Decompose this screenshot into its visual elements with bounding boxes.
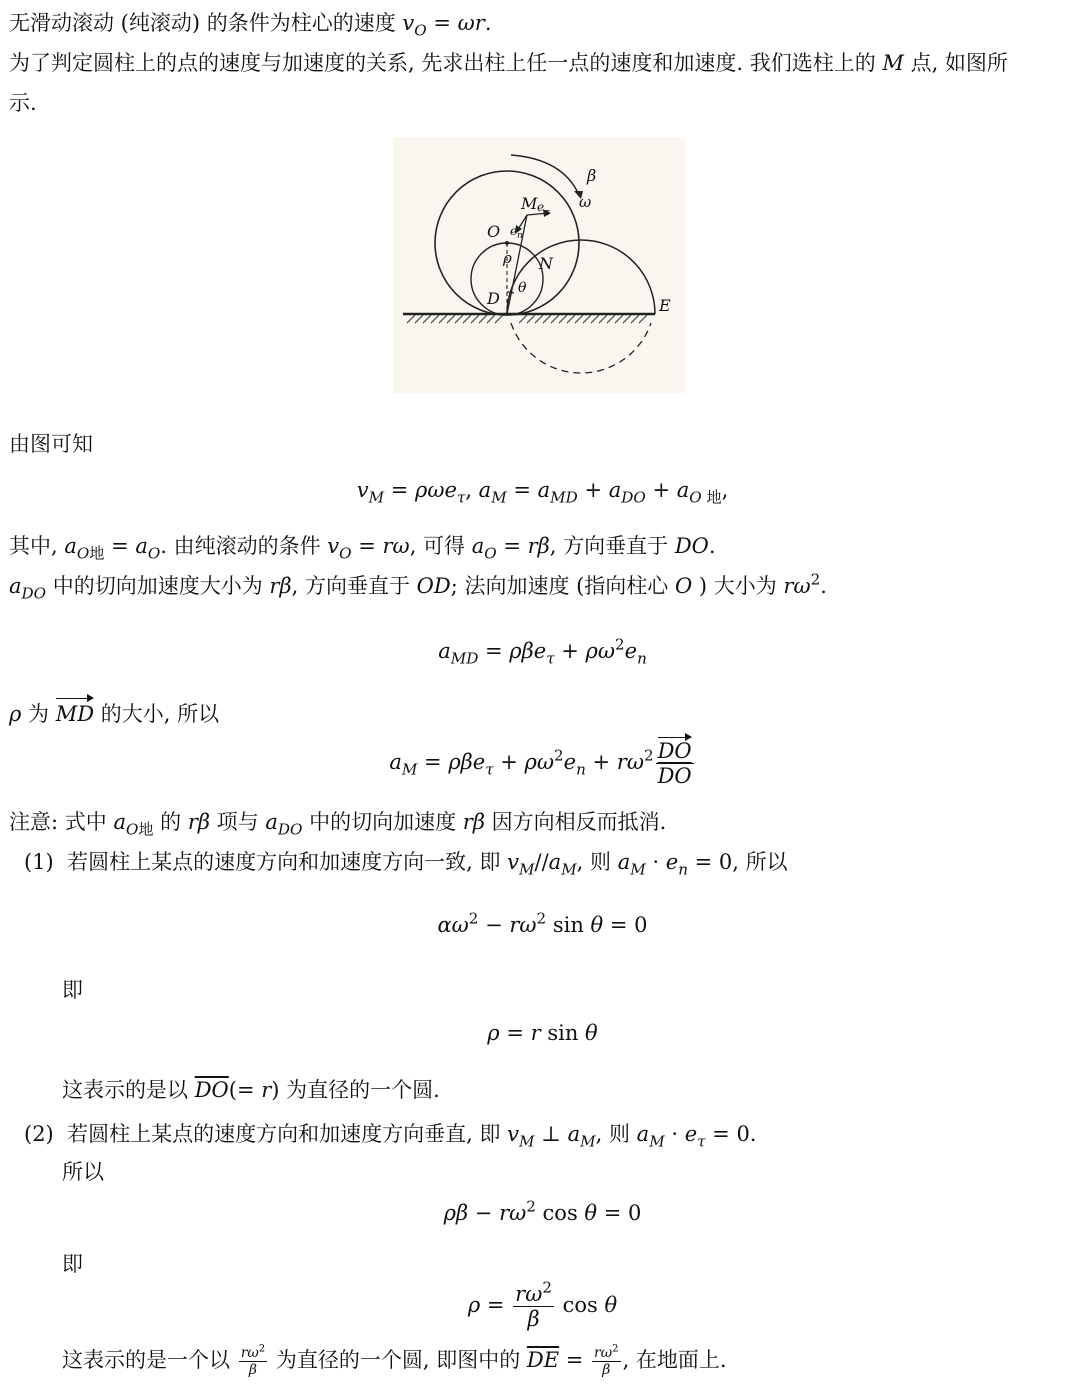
ji-1: 即: [62, 978, 83, 1002]
text-line-6: $a_{DO}$ 中的切向加速度大小为 rβ, 方向垂直于 OD; 法向加速度 (指向柱心 O ) 大小为 $r\omega^2$.: [9, 570, 827, 603]
text-line-7: ρ 为 MD 的大小, 所以: [9, 702, 220, 726]
m-label: M: [521, 194, 538, 213]
de-circle-lower: [511, 323, 651, 373]
d-label: D: [487, 289, 500, 308]
item-1: (1) 若圆柱上某点的速度方向和加速度方向一致, 即 $v_M//a_M$, 则 $a_M \cdot e_n = 0$, 所以: [24, 850, 788, 879]
equation-5: ρ = r sin θ: [487, 1021, 598, 1045]
text-line-4: 由图可知: [9, 432, 93, 456]
ji-2: 即: [62, 1252, 83, 1276]
text-line-5: 其中, $a_{O地} = a_O$. 由纯滚动的条件 $v_O = r\omega$, 可得 $a_O = r\beta$, 方向垂直于 DO.: [9, 534, 716, 563]
theta-label: θ: [518, 280, 527, 296]
beta-label: β: [587, 166, 597, 185]
omega-label: ω: [579, 193, 592, 211]
omega-arrow: [511, 155, 579, 195]
equation-6: $\rho\beta - r\omega^2$ cos θ = 0: [443, 1197, 642, 1225]
e-n-label: e: [510, 224, 518, 238]
figure-svg: [393, 137, 685, 393]
item-2-conclusion: 这表示的是一个以 $\frac{r\omega^2}{\beta}$ 为直径的一个圆, 即图中的 $\overline{DE}$ = $\frac{r\omega^2}{\beta}$ , 在地面上.: [62, 1343, 727, 1378]
equation-2: $a_{MD} = \rho\beta e_\tau + \rho\omega^2e_n$: [438, 635, 647, 668]
text-line-2: 为了判定圆柱上的点的速度与加速度的关系, 先求出柱上任一点的速度和加速度. 我们选柱上的 M 点, 如图所: [9, 51, 1008, 75]
n-label: N: [539, 254, 553, 273]
suoyi: 所以: [62, 1160, 104, 1184]
item-2: (2) 若圆柱上某点的速度方向和加速度方向垂直, 即 $v_M$ ⊥ $a_M$, 则 $a_M \cdot e_\tau = 0$.: [24, 1122, 757, 1151]
rho-label: ρ: [503, 249, 512, 267]
item-1-conclusion: 这表示的是以 $\overline{DO}(= r)$ 为直径的一个圆.: [62, 1078, 440, 1102]
text-line-8: 注意: 式中 $a_{O地}$ 的 rβ 项与 $a_{DO}$ 中的切向加速度 rβ 因方向相反而抵消.: [9, 810, 667, 839]
equation-1: $v_M = \rho\omega e_\tau$, $a_M = a_{MD} + a_{DO} + a_{O 地}$,: [356, 478, 729, 507]
rolling-cylinder-figure: [393, 137, 685, 393]
text-line-1: 无滑动滚动 (纯滚动) 的条件为柱心的速度 $v_O = \omega r$.: [9, 11, 492, 40]
equation-7: ρ = $\frac{r\omega^2}{\beta}$ cos θ: [467, 1278, 618, 1331]
equation-3: $a_M = \rho\beta e_\tau + \rho\omega^2e_n + r\omega^2$ $\frac{DO}{DO}$: [389, 738, 692, 788]
equation-4: $\alpha\omega^2 - r\omega^2$ sin θ = 0: [437, 909, 648, 937]
ground-hatch: [407, 315, 647, 323]
e-tau-label: e: [537, 200, 545, 214]
o-label: O: [487, 222, 501, 241]
n-sub: n: [517, 231, 523, 241]
e-label: E: [659, 296, 671, 315]
tau-sub: τ: [545, 208, 550, 218]
text-line-3: 示.: [9, 91, 37, 115]
